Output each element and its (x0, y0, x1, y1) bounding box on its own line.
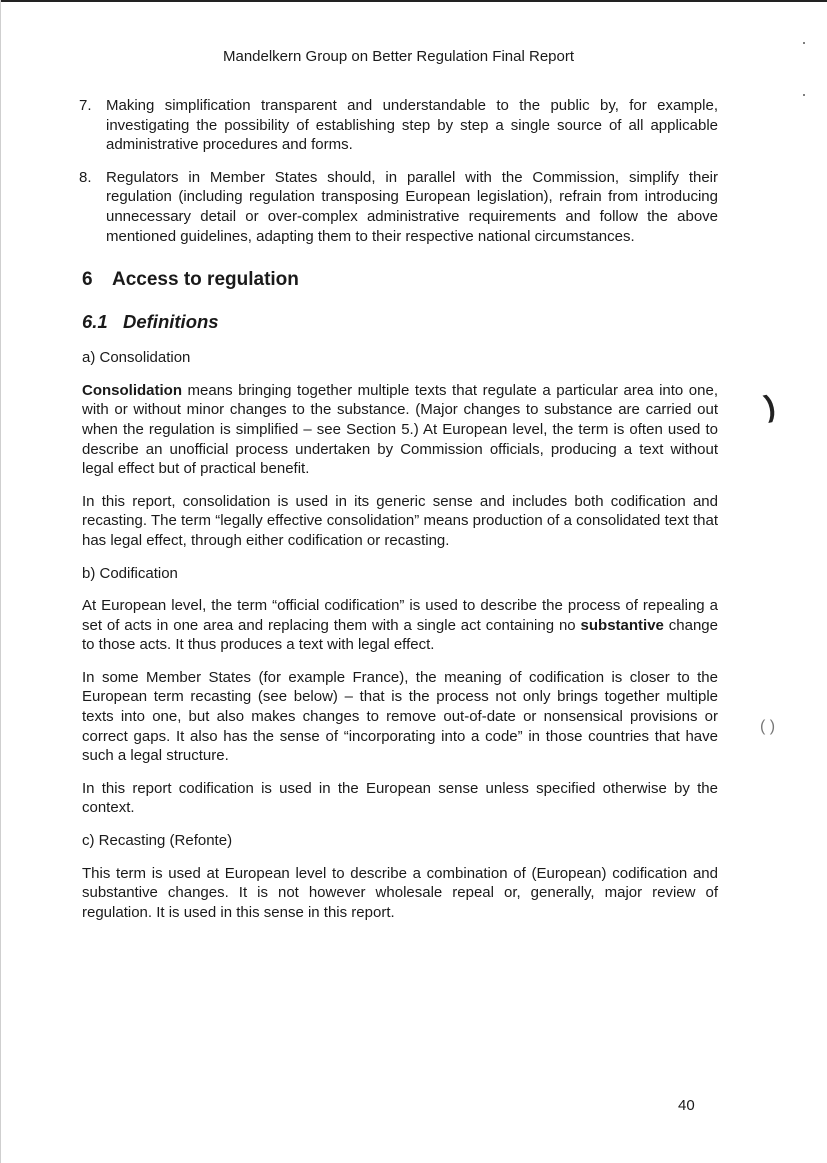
list-item (79, 168, 718, 246)
page-top-rule (0, 0, 827, 2)
paragraph: This term is used at European level to describe a combination of (European) codification and substantive changes. It is not however wholesale repeal or, generally, major review of regulation. It is used in this sense in this report. (82, 864, 718, 921)
scan-speck (803, 94, 805, 96)
scan-speck (803, 42, 805, 44)
running-header: Mandelkern Group on Better Regulation Final Report (222, 48, 575, 65)
paragraph: In this report codification is used in the European sense unless specified otherwise by the context. (82, 779, 718, 817)
paragraph: In some Member States (for example France), the meaning of codification is closer to the European term recasting (see below) – that is the process not only brings together multiple texts into one, but also makes changes to remove out-of-date or nonsensical provisions or correct gaps. It also has the sense of “incorporating into a code” in those countries that have such a legal structure. (82, 668, 718, 765)
subsection-number: 6.1 (82, 311, 108, 333)
subsection-heading (82, 310, 718, 334)
page-left-edge (0, 0, 1, 1163)
document-body (79, 96, 718, 935)
paragraph: In this report, consolidation is used in its generic sense and includes both codification and recasting. The term “legally effective consolidation” means production of a consolidated text that has legal effect, through either codification or recasting. (82, 492, 718, 549)
subheading-recasting: c) Recasting (Refonte) (82, 832, 233, 850)
list-item (79, 96, 718, 155)
bold-term: substantive (580, 616, 664, 634)
paragraph: At European level, the term “official codification” is used to describe the process of repealing a set of acts in one area and replacing them with a single act containing no substantive change to those acts. It thus produces a text with legal effect. (82, 597, 718, 654)
punch-hole-mark: ) (761, 389, 779, 424)
paragraph: Consolidation means bringing together multiple texts that regulate a particular area into one, with or without minor changes to the substance. (Major changes to substance are carried out when the regulation is simplified – see Section 5.) At European level, the term is often used to describe an unofficial process undertaken by Commission officials, producing a text without legal effect but of practical benefit. (82, 381, 718, 478)
punch-hole-mark: ( ) (760, 718, 776, 735)
page-number: 40 (678, 1097, 695, 1114)
subsection-title: Definitions (123, 311, 219, 333)
list-number: 8. (79, 168, 92, 186)
list-text: Making simplification transparent and understandable to the public by, for example, investigating the possibility of establishing step by step a single source of all applicable administrative procedures and forms. (106, 97, 718, 154)
section-heading (82, 268, 718, 292)
section-number: 6 (82, 269, 93, 291)
bold-term: Consolidation (82, 381, 182, 399)
list-text: Regulators in Member States should, in parallel with the Commission, simplify their regulation (including regulation transposing European legislation), refrain from introducing unnecessary detail or over-complex administrative requirements and follow the above mentioned guidelines, adapting them to their respective national circumstances. (106, 168, 718, 245)
subheading-codification: b) Codification (82, 564, 178, 582)
section-title: Access to regulation (112, 269, 299, 291)
list-number: 7. (79, 97, 92, 114)
subheading-consolidation: a) Consolidation (82, 349, 191, 367)
